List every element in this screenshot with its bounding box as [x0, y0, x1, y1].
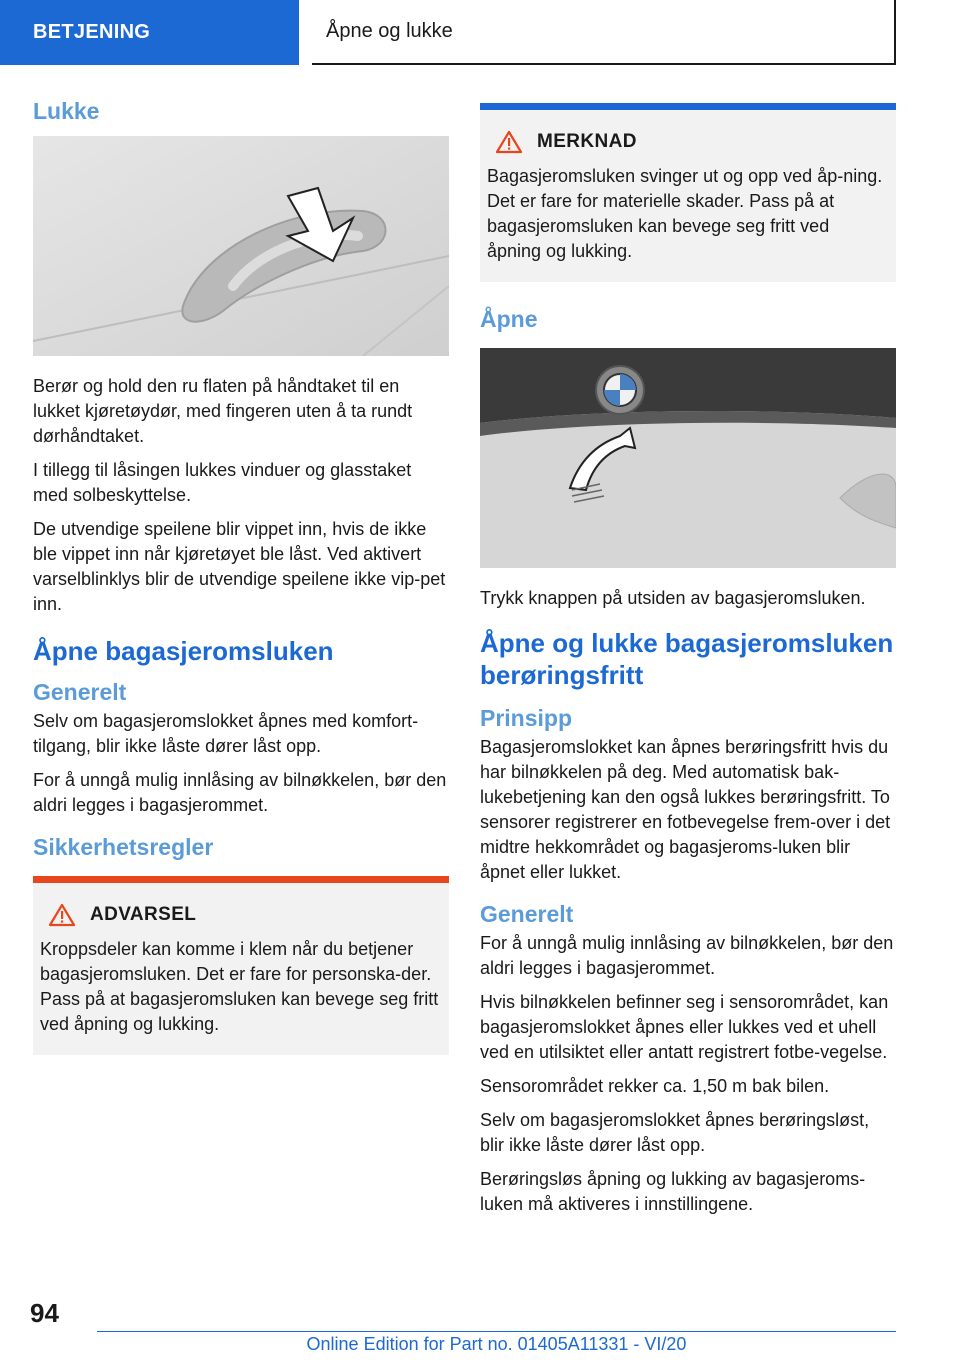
door-handle-photo — [33, 136, 449, 356]
paragraph: Selv om bagasjeromslokket åpnes berøringsløst, blir ikke låste dører låst opp. — [480, 1110, 870, 1155]
left-column — [33, 96, 449, 1055]
paragraph: Berør og hold den ru flaten på håndtaket til en lukket kjøretøydør, med fingeren uten å ta rundt dørhåndtaket. — [33, 376, 413, 446]
warning-text: Kroppsdeler kan komme i klem når du betjener bagasjeromsluken. Det er fare for personska-der. Pass på at bagasjeromsluken kan bevege seg fritt ved åpning og lukking. — [40, 939, 439, 1034]
paragraph: De utvendige speilene blir vippet inn, hvis de ikke ble vippet inn når kjøretøyet ble låst. Ved aktivert varselblinklys blir de utvendige speilene ikke vip-pet inn. — [33, 519, 446, 614]
paragraph: Selv om bagasjeromslokket åpnes med komfort-tilgang, blir ikke låste dører låst opp. — [33, 711, 419, 756]
heading-apne: Åpne — [480, 306, 538, 332]
note-label: MERKNAD — [537, 131, 637, 152]
paragraph: Sensorområdet rekker ca. 1,50 m bak bilen. — [480, 1076, 830, 1096]
warning-triangle-icon — [495, 130, 523, 154]
trunk-button-photo — [480, 348, 896, 568]
page-number: 94 — [30, 1298, 59, 1328]
warning-triangle-icon — [48, 903, 76, 927]
warning-label: ADVARSEL — [90, 904, 197, 925]
note-box — [480, 103, 896, 282]
footer-edition: Online Edition for Part no. 01405A11331 - VI/20 — [306, 1334, 687, 1354]
heading-generelt: Generelt — [480, 901, 574, 927]
paragraph: Berøringsløs åpning og lukking av bagasjeroms-luken må aktiveres i innstillingene. — [480, 1169, 866, 1214]
paragraph: I tillegg til låsingen lukkes vinduer og glasstaket med solbeskyttelse. — [33, 460, 412, 505]
section-tab: BETJENING — [0, 0, 299, 65]
paragraph: Hvis bilnøkkelen befinner seg i sensorområdet, kan bagasjeromslokket åpnes eller lukkes ved et uhell ved en utilsiktet eller antatt registrert fotbe-vegelse. — [480, 992, 889, 1062]
heading-beroringsfritt: Åpne og lukke bagasjeromsluken berøringsfritt — [480, 628, 894, 690]
warning-box — [33, 876, 449, 1055]
right-column — [480, 103, 896, 1226]
paragraph: For å unngå mulig innlåsing av bilnøkkelen, bør den aldri legges i bagasjerommet. — [480, 933, 894, 978]
page-header-title: Åpne og lukke — [312, 0, 896, 65]
paragraph: Bagasjeromslokket kan åpnes berøringsfritt hvis du har bilnøkkelen på deg. Med automatisk bak-lukebetjening kan den også lukkes berøringsfritt. To sensorer registrerer en fotbevegelse frem-over i det midtre hekkområdet og bagasjeroms-luken blir åpnet eller lukket. — [480, 737, 891, 882]
heading-lukke: Lukke — [33, 98, 100, 124]
paragraph: Trykk knappen på utsiden av bagasjeromsluken. — [480, 588, 866, 608]
heading-apne-bagasjeromsluken: Åpne bagasjeromsluken — [33, 636, 334, 666]
heading-prinsipp: Prinsipp — [480, 705, 573, 731]
footer-rule — [97, 1331, 896, 1332]
paragraph: For å unngå mulig innlåsing av bilnøkkelen, bør den aldri legges i bagasjerommet. — [33, 770, 447, 815]
note-text: Bagasjeromsluken svinger ut og opp ved åp-ning. Det er fare for materielle skader. Pass på at bagasjeromsluken kan bevege seg fritt ved åpning og lukking. — [487, 166, 883, 261]
heading-generelt: Generelt — [33, 679, 127, 705]
heading-sikkerhetsregler: Sikkerhetsregler — [33, 834, 214, 860]
